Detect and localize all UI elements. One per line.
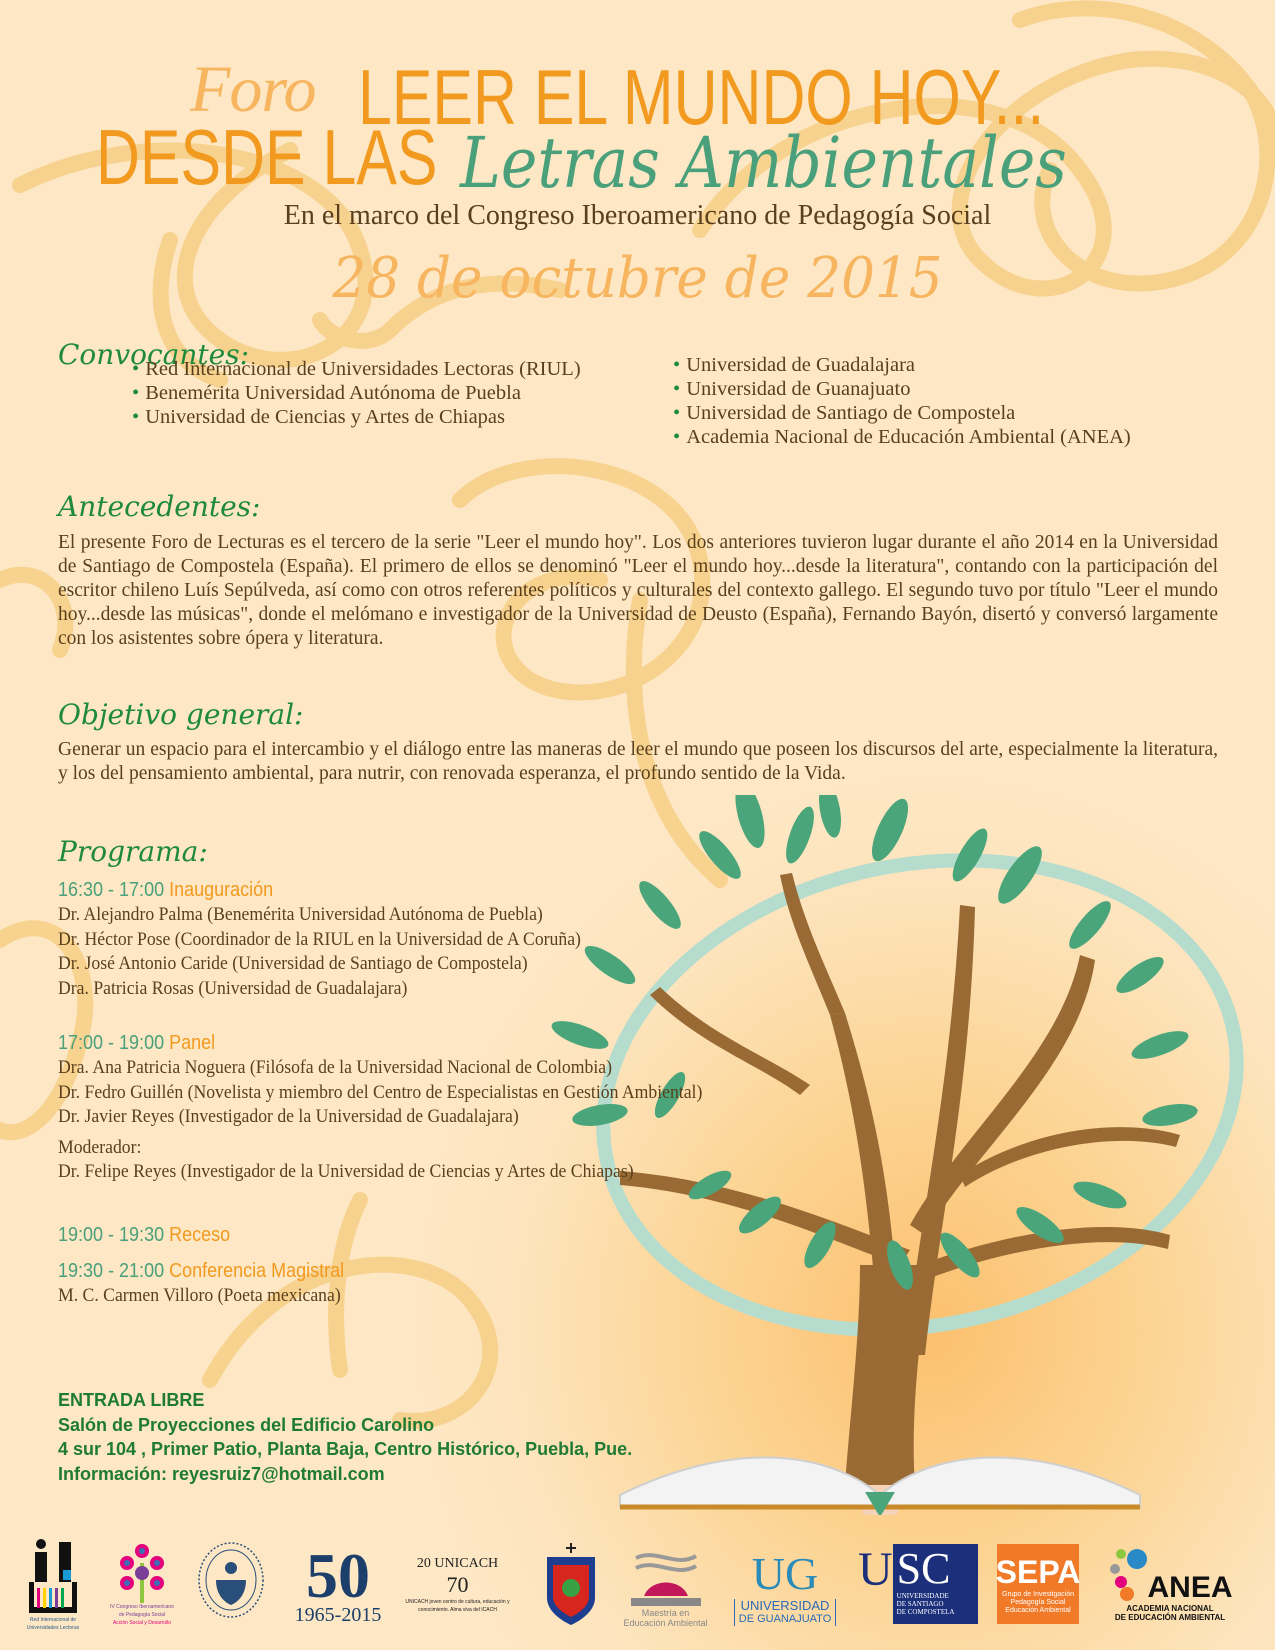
list-item: • Benemérita Universidad Autónoma de Puebla <box>132 381 581 405</box>
slot-time: 19:00 - 19:30 <box>58 1224 165 1246</box>
subtitle: En el marco del Congreso Iberoamericano de Pedagogía Social <box>283 200 992 231</box>
antecedentes-text: El presente Foro de Lecturas es el tercero de la serie "Leer el mundo hoy". Los dos anteriores tuvieron lugar durante el año 2014 en la Universidad de Santiago de Compostela (España). El primero de ellos se denominó "Leer el mundo hoy...desde la literatura", contando con la participación del escritor chileno Luís Sepúlveda, así como con otros referentes políticos y culturales del contexto gallego. El segundo tuvo por título "Leer el mundo hoy...desde las músicas", donde el melómano e investigador de la Universidad de Deusto (España), Fernando Bayón, disertó y conversó largamente con los asistentes sobre ópera y literatura. <box>58 532 1218 649</box>
event-date: 28 de octubre de 2015 <box>332 246 943 311</box>
convocantes-list-right <box>673 353 1131 449</box>
udeg-logo <box>538 1530 603 1640</box>
moderator-label: Moderador: <box>58 1136 142 1158</box>
speaker-line: Dra. Patricia Rosas (Universidad de Guadalajara) <box>58 977 408 999</box>
program-slot-receso <box>58 1222 249 1248</box>
riul-logo: Red Internacional de Universidades Lectoras <box>22 1530 84 1640</box>
objetivo-heading: Objetivo general: <box>58 698 304 731</box>
congreso-logo: IV Congreso Iberoamericano de Pedagogía Social Acción Social y Desarrollo <box>92 1530 192 1640</box>
slot-title: Inauguración <box>169 879 274 901</box>
speaker-line: Dr. Alejandro Palma (Benemérita Universidad Autónoma de Puebla) <box>58 904 543 925</box>
title-foro: Foro <box>190 53 316 126</box>
anea-logo: ANEA ACADEMIA NACIONAL DE EDUCACIÓN AMBIENTAL <box>1095 1538 1245 1628</box>
entrada-libre: ENTRADA LIBRE <box>58 1390 205 1410</box>
flower-tree-icon <box>117 1543 167 1603</box>
slot-title: Receso <box>169 1224 231 1246</box>
list-item: • Universidad de Guadalajara <box>673 353 1131 377</box>
moderator-line: Dr. Felipe Reyes (Investigador de la Universidad de Ciencias y Artes de Chiapas) <box>58 1161 634 1182</box>
contact-email[interactable]: Información: reyesruiz7@hotmail.com <box>58 1463 385 1484</box>
speaker-line: Dr. Javier Reyes (Investigador de la Universidad de Guadalajara) <box>58 1106 519 1127</box>
udeg-shield-icon <box>541 1543 601 1628</box>
title-line-2-script: Letras Ambientales <box>460 122 1067 204</box>
venue: Salón de Proyecciones del Edificio Carolino <box>58 1414 435 1435</box>
convocantes-heading: Convocantes: <box>58 338 250 371</box>
speaker-line: Dr. Héctor Pose (Coordinador de la RIUL en la Universidad de A Coruña) <box>58 928 581 950</box>
speaker-line: M. C. Carmen Villoro (Poeta mexicana) <box>58 1285 341 1306</box>
anea-icon <box>1107 1544 1147 1604</box>
unicach-logo: 20 UNICACH 70 UNICACH joven centro de cultura, educación y conocimiento. Alma viva del ICACH <box>405 1556 510 1613</box>
slot-title: Conferencia Magistral <box>169 1260 345 1282</box>
program-slot-conferencia <box>58 1258 376 1309</box>
speaker-line: Dr. Fedro Guillén (Novelista y miembro del Centro de Especialistas en Gestión Ambiental) <box>58 1081 703 1103</box>
ug-logo: UG UNIVERSIDAD DE GUANAJUATO <box>730 1540 840 1635</box>
sepa-logo: SEPA Grupo de Investigación Pedagogía Social Educación Ambiental <box>997 1544 1079 1624</box>
title-line-1: LEER EL MUNDO HOY... <box>358 53 1045 141</box>
list-item: • Academia Nacional de Educación Ambiental (ANEA) <box>673 425 1131 449</box>
antecedentes-heading: Antecedentes: <box>58 490 261 523</box>
ffyl-logo: 50 1965-2015 <box>294 1539 382 1626</box>
maestria-logo: Maestría en Educación Ambiental <box>618 1540 713 1635</box>
buap-seal-icon <box>196 1540 266 1620</box>
event-info <box>58 1388 632 1486</box>
slot-time: 19:30 - 21:00 <box>58 1260 165 1282</box>
list-item: • Red Internacional de Universidades Lectoras (RIUL) <box>132 357 581 381</box>
usc-logo: U SC UNIVERSIDADE DE SANTIAGO DE COMPOSTELA <box>858 1544 978 1626</box>
sponsor-logos <box>0 1530 1275 1640</box>
list-item: • Universidad de Guanajuato <box>673 377 1131 401</box>
maestria-icon <box>626 1548 706 1608</box>
speaker-line: Dra. Ana Patricia Noguera (Filósofa de la Universidad Nacional de Colombia) <box>58 1057 612 1078</box>
programa-heading: Programa: <box>58 835 208 868</box>
speaker-line: Dr. José Antonio Caride (Universidad de Santiago de Compostela) <box>58 953 528 974</box>
slot-time: 16:30 - 17:00 <box>58 879 165 901</box>
list-item: • Universidad de Santiago de Compostela <box>673 401 1131 425</box>
program-slot-panel <box>58 1030 751 1185</box>
title-line-2-prefix: DESDE LAS <box>96 113 438 201</box>
slot-title: Panel <box>169 1032 216 1054</box>
list-item: • Universidad de Ciencias y Artes de Chiapas <box>132 405 581 429</box>
address: 4 sur 104 , Primer Patio, Planta Baja, Centro Histórico, Puebla, Pue. <box>58 1439 633 1459</box>
riul-icon <box>29 1538 77 1616</box>
objetivo-text: Generar un espacio para el intercambio y el diálogo entre las maneras de leer el mundo que poseen los discursos del arte, especialmente la literatura, y los del pensamiento ambiental, para nutrir, con renovada esperanza, el profundo sentido de la Vida. <box>58 739 1218 784</box>
program-slot-inauguracion <box>58 877 620 1001</box>
convocantes-list-left <box>132 357 581 429</box>
buap-logo <box>195 1535 267 1625</box>
slot-time: 17:00 - 19:00 <box>58 1032 165 1054</box>
